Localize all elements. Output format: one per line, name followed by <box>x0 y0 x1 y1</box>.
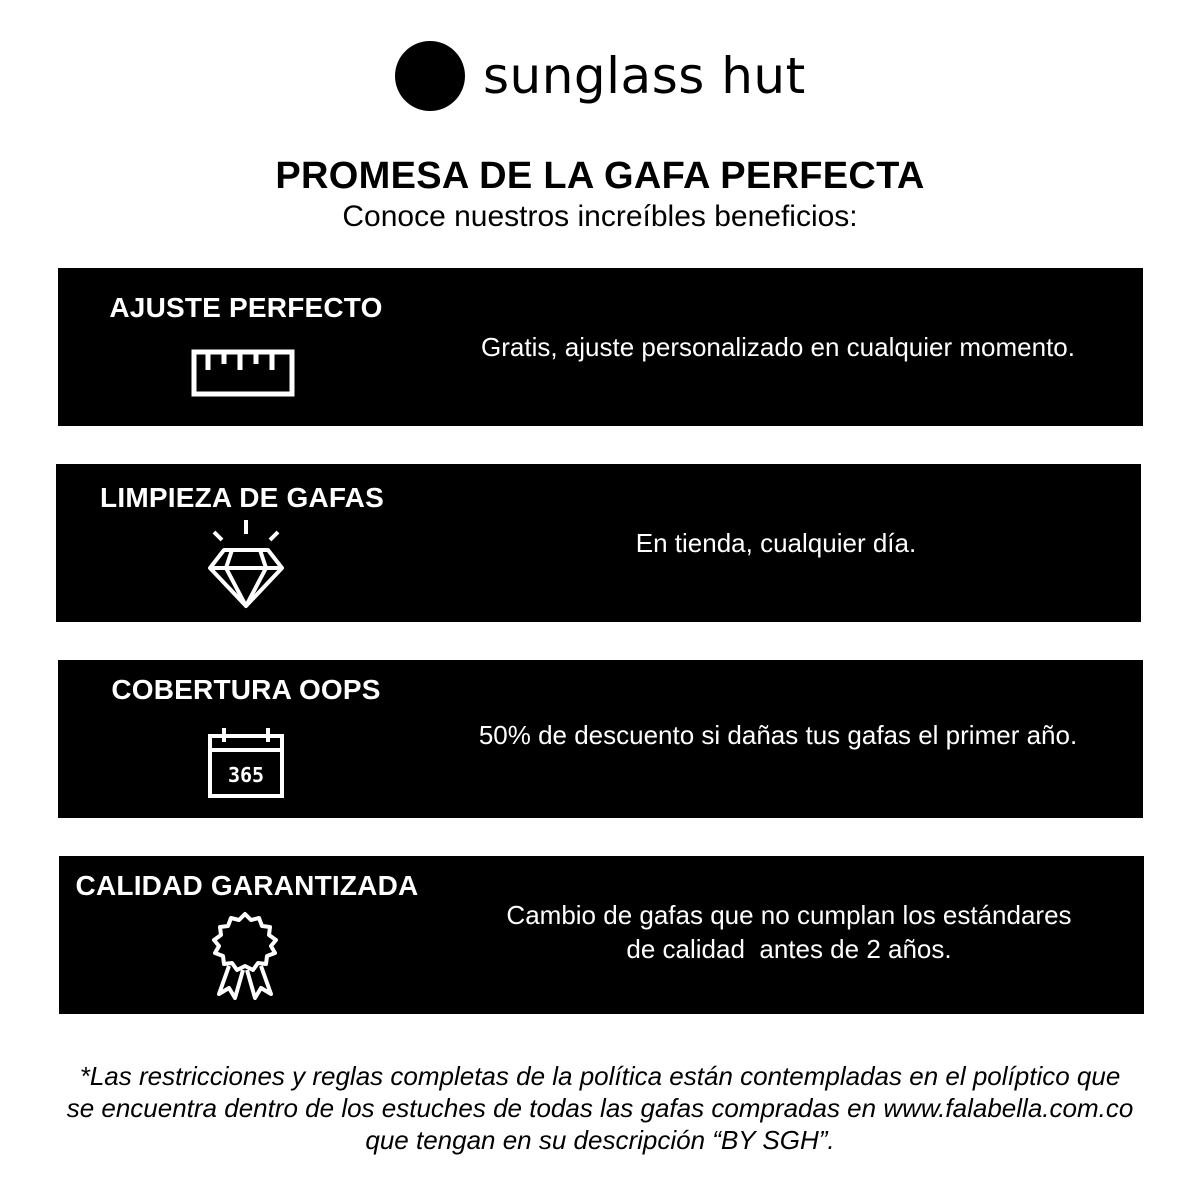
benefit-description-line: 50% de descuento si dañas tus gafas el primer año. <box>478 720 1078 750</box>
benefit-description-line: En tienda, cualquier día. <box>635 528 917 558</box>
page-title: PROMESA DE LA GAFA PERFECTA <box>275 155 925 197</box>
page-subtitle: Conoce nuestros increíbles beneficios: <box>342 200 858 233</box>
logo-circle-icon <box>395 41 465 111</box>
benefit-title: AJUSTE PERFECTO <box>109 292 383 323</box>
diamond-icon <box>186 518 306 610</box>
benefit-description <box>416 526 1136 560</box>
footnote-line: *Las restricciones y reglas completas de la política están contempladas en el políptico que <box>79 1061 1121 1091</box>
benefit-title: COBERTURA OOPS <box>111 674 381 705</box>
benefit-card-fit <box>58 268 1143 426</box>
benefit-card-oops <box>58 660 1143 818</box>
calendar-365-icon <box>186 726 306 802</box>
benefit-card-quality <box>59 856 1144 1014</box>
footnote-line: se encuentra dentro de los estuches de todas las gafas compradas en www.falabella.com.co <box>66 1093 1134 1123</box>
benefit-description-line: de calidad antes de 2 años. <box>626 934 952 964</box>
benefit-description-line: Gratis, ajuste personalizado en cualquier momento. <box>481 332 1075 362</box>
brand-name: sunglass hut <box>483 47 806 105</box>
benefit-description-line: Cambio de gafas que no cumplan los estándares <box>506 900 1072 930</box>
benefit-description <box>418 718 1138 752</box>
footnote-line: que tengan en su descripción “BY SGH”. <box>365 1125 835 1155</box>
benefit-title: CALIDAD GARANTIZADA <box>75 870 419 901</box>
benefit-card-cleaning <box>56 464 1141 622</box>
benefit-description <box>428 330 1128 364</box>
ruler-icon <box>186 346 306 426</box>
benefit-title: LIMPIEZA DE GAFAS <box>100 482 384 513</box>
calendar-icon-label: 365 <box>227 763 265 787</box>
brand-logo <box>395 40 806 112</box>
benefit-description <box>439 898 1139 966</box>
award-ribbon-icon <box>185 908 305 1000</box>
policy-footnote <box>40 1060 1160 1156</box>
